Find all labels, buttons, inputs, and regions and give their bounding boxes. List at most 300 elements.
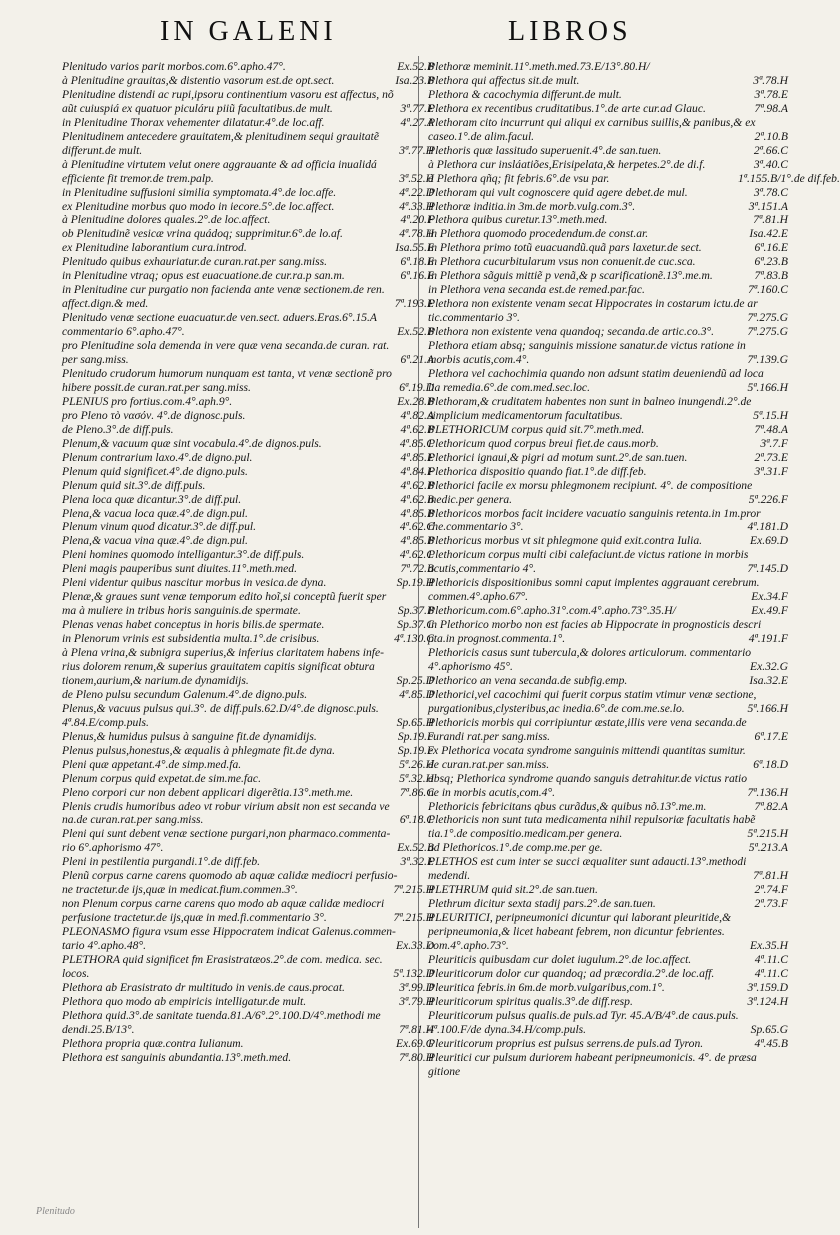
index-entry	[428, 311, 788, 325]
entry-text: Plenum vinum quod dicatur.3°.de diff.pul.	[62, 520, 256, 534]
index-entry	[428, 171, 840, 186]
entry-text: perfusione tractetur.de ijs,quæ in med.fi.commentario 3°.	[62, 911, 327, 925]
index-entry	[428, 674, 788, 688]
index-entry	[62, 479, 434, 493]
entry-text: in Plenitudine vtraq; opus est euacuatione.de cur.ra.p san.m.	[62, 269, 345, 283]
index-entry	[428, 841, 788, 855]
entry-reference: 4ª.22.D	[399, 185, 434, 199]
entry-reference: Ex.69.G	[396, 1036, 434, 1050]
index-entry	[62, 172, 434, 186]
entry-text: affect.dign.& med.	[62, 297, 149, 311]
index-entry	[62, 827, 434, 841]
entry-text: in Plenorum vrinis est subsidentia multa.1°.de crisibus.	[62, 632, 320, 646]
entry-text: in Plethorico morbo non est facies ab Hippocrate in prognosticis descri	[428, 618, 762, 632]
entry-text: Plenas venas habet conceptus in horis bilis.de spermate.	[62, 618, 325, 632]
entry-reference: Sp.25.D	[396, 673, 434, 687]
entry-reference: 4ª.20.F	[400, 213, 434, 227]
entry-text: de curan.rat.per san.miss.	[428, 757, 550, 771]
entry-reference: 7ª.160.C	[748, 283, 788, 297]
index-entry	[62, 269, 434, 283]
index-entry	[62, 967, 434, 981]
index-entry	[62, 562, 434, 576]
index-entry	[62, 227, 434, 241]
entry-reference: 3ª.99.D	[399, 980, 434, 994]
entry-reference: Ex.32.G	[750, 659, 788, 673]
entry-reference: 5ª.15.H	[753, 408, 788, 422]
entry-reference: Isa.32.E	[749, 673, 788, 687]
entry-reference: 4ª.11.C	[754, 966, 788, 980]
entry-reference: 5ª.32.H	[399, 771, 434, 785]
entry-text: de Pleno.3°.de diff.puls.	[62, 422, 174, 436]
index-entry	[62, 981, 434, 995]
entry-reference: 6ª.21.A	[400, 353, 434, 367]
index-entry	[428, 953, 788, 967]
entry-reference: 6ª.18.D	[753, 757, 788, 771]
entry-text: Pleuriticorum proprius est pulsus serrens.de puls.ad Tyron.	[428, 1036, 704, 1050]
index-entry	[62, 1023, 434, 1037]
index-entry	[428, 562, 788, 576]
index-entry	[62, 200, 434, 214]
entry-reference: 7ª.48.A	[754, 422, 788, 436]
entry-reference: 3ª.52.H	[399, 171, 434, 185]
index-entry	[428, 1037, 788, 1051]
index-entry	[62, 534, 434, 548]
entry-text: 4ª.84.E/comp.puls.	[62, 715, 149, 729]
index-entry	[62, 953, 434, 967]
entry-text: Plethoram qui vult cognoscere quid agere debet.de mul.	[428, 185, 688, 199]
entry-text: curandi rat.per sang.miss.	[428, 729, 551, 743]
entry-reference: 4ª.62.C	[399, 520, 434, 534]
entry-text: Plethora quid.3°.de sanitate tuenda.81.A/6°.2°.100.D/4°.methodi me	[62, 1008, 381, 1022]
index-entry	[62, 325, 434, 339]
entry-reference: 7ª.86.C	[399, 785, 434, 799]
entry-text: in Plenitudine cur purgatio non facienda ante venæ sectionem.de ren.	[62, 283, 385, 297]
index-entry	[62, 674, 434, 688]
entry-reference: Sp.19.F	[397, 743, 434, 757]
entry-text: Plenitudo crudorum humorum nunquam est tanta, vt venæ sectionẽ pro	[62, 366, 392, 380]
entry-text: purgationibus,clysteribus,ac inedia.6°.de com.me.se.lo.	[428, 701, 685, 715]
index-entry	[62, 130, 434, 144]
entry-reference: 7ª.82.A	[754, 799, 788, 813]
entry-text: Pleni homines quomodo intelligantur.3°.de diff.puls.	[62, 548, 305, 562]
index-entry	[428, 618, 788, 632]
entry-reference: 4ª.85.D	[399, 687, 434, 701]
entry-text: ob Plenitudinẽ vesicæ vrina quádoq; supprimitur.6°.de lo.af.	[62, 227, 343, 241]
index-entry	[62, 465, 434, 479]
entry-reference: 7ª.215.H	[393, 911, 434, 925]
entry-text: Plenus pulsus,honestus,& æqualis à phlegmate fit.de dyna.	[62, 743, 336, 757]
entry-reference: 3ª.77.H	[399, 143, 434, 157]
entry-text: Plenitudine distendi ac rupi,ipsoru continentium vasoru est affectus, nõ	[62, 87, 394, 101]
entry-reference: Isa.23.B	[395, 73, 434, 87]
entry-reference: 2ª.73.F	[754, 897, 788, 911]
entry-text: Plenus,& humidus pulsus à sanguine fit.de dynamidijs.	[62, 729, 317, 743]
index-entry	[62, 423, 434, 437]
entry-text: Plethoram,& cruditatem habentes non sunt in balneo inungendi.2°.de	[428, 394, 752, 408]
entry-text: Plenum contrarium laxo.4°.de digno.pul.	[62, 450, 253, 464]
index-entry	[428, 74, 788, 88]
index-entry	[62, 716, 434, 730]
index-entry	[428, 800, 788, 814]
entry-reference: 3ª.78.C	[753, 185, 788, 199]
entry-text: Pleuriticorum spiritus qualis.3°.de diff.resp.	[428, 994, 633, 1008]
entry-reference: Sp.19.H	[396, 576, 434, 590]
index-entry	[428, 437, 788, 451]
entry-text: Plethora & cacochymia differunt.de mult.	[428, 87, 622, 101]
entry-text: Plethoricis non sunt tuta medicamenta nihil repulsoriæ facultatis habẽ	[428, 813, 756, 827]
index-entry	[62, 1051, 434, 1065]
entry-text: Plenũ corpus carne carens quomodo ab aquæ calidæ mediocri perfusio-	[62, 869, 398, 883]
index-entry	[428, 395, 788, 409]
entry-reference: Sp.37.B	[397, 604, 434, 618]
entry-reference: 5ª.166.H	[747, 701, 788, 715]
entry-reference: 5ª.166.H	[747, 380, 788, 394]
entry-text: à Plethora cur insláatiões,Erisipelata,& herpetes.2°.de di.f.	[428, 157, 706, 171]
entry-reference: 4ª.85.E	[400, 450, 434, 464]
entry-reference: 4ª.181.D	[747, 520, 788, 534]
entry-text: Plethorici,vel cacochimi qui fuerit corpus statim vtimur venæ sectione,	[428, 687, 757, 701]
entry-reference: Ex.52.B	[397, 325, 434, 339]
entry-reference: Sp.65.G	[750, 1022, 788, 1036]
index-entry	[62, 995, 434, 1009]
entry-reference: 6ª.23.B	[754, 255, 788, 269]
entry-text: Pleni magis pauperibus sunt diuites.11°.meth.med.	[62, 562, 297, 576]
entry-text: efficiente fit tremor.de trem.palp.	[62, 171, 214, 185]
entry-reference: 3ª.159.D	[747, 980, 788, 994]
index-entry	[62, 74, 434, 88]
entry-text: ad Plethoricos.1°.de comp.me.per ge.	[428, 841, 603, 855]
entry-reference: 7ª.83.B	[754, 269, 788, 283]
entry-text: Plethoricis febricitans qbus curãdus,& quibus nõ.13°.me.m.	[428, 799, 707, 813]
index-entry	[428, 255, 788, 269]
entry-text: in Plethora cucurbitularum vsus non conuenit.de cuc.sca.	[428, 255, 696, 269]
entry-text: Plenis crudis humoribus adeo vt robur virium absit non est secanda ve	[62, 799, 390, 813]
entry-reference: Sp.37.C	[397, 618, 434, 632]
entry-reference: 6ª.16.E	[754, 241, 788, 255]
entry-text: à Plenitudine dolores quales.2°.de loc.affect.	[62, 213, 271, 227]
entry-reference: 3ª.151.A	[748, 199, 788, 213]
entry-text: in Plethora primo totũ euacuandũ.quã pars laxetur.de sect.	[428, 241, 702, 255]
entry-reference: 4ª.27.A	[400, 115, 434, 129]
entry-reference: 3ª.31.F	[754, 464, 788, 478]
index-entry	[62, 158, 434, 172]
entry-text: Plethora est sanguinis abundantia.13°.meth.med.	[62, 1050, 292, 1064]
entry-text: Pleuriticorum pulsus qualis.de puls.ad Tyr. 45.A/B/4°.de caus.puls.	[428, 1008, 739, 1022]
entry-text: Plethora non existente vena quandoq; secanda.de artic.co.3°.	[428, 325, 715, 339]
entry-text: à Plenitudine virtutem velut onere aggrauante & ad officia inualidá	[62, 157, 377, 171]
entry-text: Plenitudo venæ sectione euacuatur.de ven.sect. aduers.Eras.6°.15.A	[62, 311, 378, 325]
index-column-left	[62, 60, 434, 1065]
entry-reference: 4ª.11.C	[754, 953, 788, 966]
entry-text: Plethora ab Erasistrato dr multitudo in venis.de caus.procat.	[62, 980, 345, 994]
entry-text: Plethora etiam absq; sanguinis missione sanatur.de victus ratione in	[428, 339, 746, 353]
entry-text: PLETHOS est cum inter se succi æqualiter sunt adaucti.13°.methodi	[428, 855, 747, 869]
entry-reference: 7ª.98.A	[754, 101, 788, 115]
entry-text: in Plenitudine suffusioni similia symptomata.4°.de loc.affe.	[62, 185, 337, 199]
index-entry	[428, 213, 788, 227]
index-entry	[62, 813, 434, 827]
entry-text: rius dolorem renum,& superius grauitatem capitis significat obtura	[62, 659, 375, 673]
entry-reference: 3ª.40.C	[753, 157, 788, 171]
entry-reference: 6ª.17.E	[754, 729, 788, 743]
entry-reference: Isa.55.E	[395, 241, 434, 255]
entry-text: commentario 6°.apho.47°.	[62, 325, 185, 339]
index-entry	[62, 604, 434, 618]
index-entry	[62, 869, 434, 883]
entry-text: Plenum quid significet.4°.de digno.puls.	[62, 464, 248, 478]
running-head-left: IN GALENI	[160, 16, 337, 47]
index-entry	[428, 116, 788, 130]
index-entry	[62, 186, 434, 200]
index-entry	[62, 451, 434, 465]
entry-text: Plethoris quæ lassitudo superuenit.4°.de san.tuen.	[428, 143, 662, 157]
index-entry	[428, 283, 788, 297]
entry-reference: 4ª.33.H	[399, 199, 434, 213]
entry-text: Plethoricos morbos facit incidere vacuatio sanguinis retenta.in 1m.pror	[428, 506, 761, 520]
entry-reference: Isa.42.E	[749, 227, 788, 241]
entry-text: 4°.aphorismo 45°.	[428, 659, 513, 673]
index-entry	[428, 744, 788, 758]
index-entry	[62, 1009, 434, 1023]
index-entry	[62, 618, 434, 632]
entry-reference: 5ª.215.H	[747, 827, 788, 841]
entry-text: rhe.commentario 3°.	[428, 520, 524, 534]
entry-text: in Plenitudine Thorax vehementer dilatatur.4°.de loc.aff.	[62, 115, 325, 129]
index-entry	[428, 827, 788, 841]
entry-text: locos.	[62, 966, 90, 980]
entry-text: PLETHORICUM corpus quid sit.7°.meth.med.	[428, 422, 645, 436]
entry-text: Plethoræ meminit.11°.meth.med.73.E/13°.80.H/	[428, 60, 650, 73]
index-entry	[428, 520, 788, 534]
faint-catchword: Plenitudo	[36, 1206, 75, 1217]
index-entry	[62, 548, 434, 562]
entry-reference: 5ª.26.H	[399, 757, 434, 771]
entry-text: medendi.	[428, 869, 471, 883]
entry-reference: 5ª.226.F	[748, 492, 788, 506]
index-entry	[428, 548, 788, 562]
index-entry	[428, 981, 788, 995]
index-entry	[428, 409, 788, 423]
index-entry	[428, 646, 788, 660]
entry-reference: 5ª.213.A	[748, 841, 788, 855]
entry-reference: 4ª.84.F	[400, 464, 434, 478]
index-entry	[62, 702, 434, 716]
entry-reference: 7ª.80.H	[399, 1050, 434, 1064]
entry-text: Plethorici facile ex morsu phlegmonem recipiunt. 4°. de compositione	[428, 478, 753, 492]
entry-reference: 6ª.18.C	[399, 813, 434, 827]
entry-text: pro Pleno τὸ νασόν. 4°.de dignosc.puls.	[62, 408, 246, 422]
entry-text: ma à muliere in tribus horis sanguinis.de spermate.	[62, 604, 301, 618]
entry-text: commen.4°.apho.67°.	[428, 590, 529, 604]
entry-text: tionem,aurium,& narium.de dynamidijs.	[62, 673, 249, 687]
entry-reference: Ex.33.D	[396, 939, 434, 953]
entry-text: Plethora propria quæ.contra Iulianum.	[62, 1036, 244, 1050]
index-entry	[62, 772, 434, 786]
index-entry	[428, 60, 788, 74]
entry-text: Plena,& vacua loca quæ.4°.de dign.pul.	[62, 506, 248, 520]
index-entry	[62, 144, 434, 158]
entry-text: Plenitudo quibus exhauriatur.de curan.rat.per sang.miss.	[62, 255, 328, 269]
entry-reference: 4ª.62.B	[400, 422, 434, 436]
index-entry	[62, 367, 434, 381]
index-entry	[62, 297, 434, 311]
entry-text: per sang.miss.	[62, 353, 129, 367]
index-entry	[428, 297, 788, 311]
index-entry	[428, 995, 788, 1009]
entry-text: rio 6°.aphorismo 47°.	[62, 841, 164, 855]
entry-reference: 4ª.191.F	[748, 632, 788, 646]
index-entry	[62, 590, 434, 604]
index-entry	[428, 200, 788, 214]
index-entry	[428, 869, 788, 883]
entry-text: in Plethora quomodo procedendum.de const.ar.	[428, 227, 649, 241]
index-entry	[428, 772, 788, 786]
entry-reference: 7ª.275.G	[747, 311, 788, 325]
entry-text: Pleuriticorum dolor cur quandoq; ad præcordia.2°.de loc.aff.	[428, 966, 715, 980]
index-entry	[428, 883, 788, 897]
entry-text: Plethoricum.com.6°.apho.31°.com.4°.apho.73°.35.H/	[428, 604, 676, 618]
index-entry	[428, 227, 788, 241]
entry-text: medic.per genera.	[428, 492, 513, 506]
index-entry	[428, 1023, 788, 1037]
entry-reference: 7ª.81.H	[399, 1022, 434, 1036]
entry-text: Pleuriticis quibusdam cur dolet iugulum.2°.de loc.affect.	[428, 953, 692, 966]
index-entry	[428, 88, 788, 102]
entry-reference: 4ª.85.B	[400, 506, 434, 520]
index-entry	[428, 381, 788, 395]
entry-reference: 2ª.10.B	[754, 129, 788, 143]
index-entry	[428, 130, 788, 144]
index-entry	[428, 534, 788, 548]
index-entry	[428, 660, 788, 674]
entry-text: Plenum,& vacuum quæ sint vocabula.4°.de dignos.puls.	[62, 436, 322, 450]
entry-text: caseo.1°.de alim.facul.	[428, 129, 535, 143]
entry-text: PLENIUS pro fortius.com.4°.aph.9°.	[62, 394, 233, 408]
entry-text: à Plenitudine grauitas,& distentio vasorum est.de opt.sect.	[62, 73, 335, 87]
index-entry	[62, 395, 434, 409]
entry-reference: 3ª.78.H	[753, 73, 788, 87]
index-entry	[62, 353, 434, 367]
entry-reference: 4ª.62.C	[399, 548, 434, 562]
entry-reference: 4ª.85.B	[400, 534, 434, 548]
entry-text: in Plethora sãguis mittiẽ p venã,& p scarificationẽ.13°.me.m.	[428, 269, 713, 283]
entry-text: gitione	[428, 1064, 461, 1078]
index-entry	[428, 911, 788, 925]
entry-text: Plena loca quæ dicantur.3°.de diff.pul.	[62, 492, 242, 506]
running-head-right: LIBROS	[508, 16, 632, 47]
index-entry	[428, 367, 788, 381]
index-entry	[62, 102, 434, 116]
index-entry	[62, 939, 434, 953]
index-entry	[428, 855, 788, 869]
entry-text: Plethoricis dispositionibus somni caput implentes aggrauant cerebrum.	[428, 576, 760, 590]
index-entry	[428, 186, 788, 200]
index-entry	[62, 283, 434, 297]
index-entry	[62, 911, 434, 925]
entry-reference: Ex.52.B	[397, 841, 434, 855]
index-entry	[62, 730, 434, 744]
entry-reference: 7ª.81.H	[753, 213, 788, 227]
entry-reference: 6ª.18.E	[400, 255, 434, 269]
entry-text: Plenitudinem antecedere grauitatem,& plenitudinem sequi grauitatẽ	[62, 129, 380, 143]
index-entry	[62, 576, 434, 590]
index-entry	[62, 241, 434, 255]
entry-reference: 7ª.72.B	[400, 562, 434, 576]
entry-reference: 4ª.62.B	[400, 478, 434, 492]
index-entry	[428, 688, 788, 702]
entry-reference: 3ª.124.H	[747, 994, 788, 1008]
entry-reference: 3ª.7.F	[760, 436, 788, 450]
entry-text: Plethora non existente venam secat Hippocrates in costarum ictu.de ar	[428, 297, 758, 311]
entry-reference: 7ª.139.G	[747, 353, 788, 367]
index-entry	[62, 688, 434, 702]
index-entry	[428, 1051, 788, 1065]
entry-text: PLETHRUM quid sit.2°.de san.tuen.	[428, 883, 598, 897]
entry-text: tic.commentario 3°.	[428, 311, 520, 325]
index-entry	[62, 493, 434, 507]
index-entry	[428, 604, 788, 618]
index-entry	[428, 897, 788, 911]
entry-text: Plethora quibus curetur.13°.meth.med.	[428, 213, 608, 227]
entry-text: Plethoricum quod corpus breui fiet.de caus.morb.	[428, 436, 659, 450]
entry-text: Plethora quo modo ab empiricis intelligatur.de mult.	[62, 994, 307, 1008]
index-entry	[62, 311, 434, 325]
entry-text: Plethoræ inditia.in 3m.de morb.vulg.com.3°.	[428, 199, 636, 213]
entry-text: Plenum quid sit.3°.de diff.puls.	[62, 478, 206, 492]
entry-reference: 7ª.275.G	[747, 325, 788, 339]
index-entry	[428, 967, 788, 981]
index-entry	[62, 339, 434, 353]
index-entry	[62, 841, 434, 855]
entry-text: peripneumonia,& licet habeant febrem, non dicuntur febrientes.	[428, 925, 725, 939]
entry-text: aũt cuiuspiá ex quatuor piculáru piiũ facultatibus.de mult.	[62, 101, 333, 115]
entry-reference: Sp.19.F	[397, 729, 434, 743]
entry-reference: 3ª.79.H	[399, 994, 434, 1008]
index-entry	[62, 758, 434, 772]
index-entry	[428, 590, 788, 604]
entry-text: Plenum corpus quid expetat.de sim.me.fac.	[62, 771, 261, 785]
entry-text: Plena,& vacua vina quæ.4°.de dign.pul.	[62, 534, 248, 548]
index-entry	[62, 786, 434, 800]
entry-reference: 4ª.45.B	[754, 1036, 788, 1050]
entry-text: Plethora vel cachochimia quando non adsunt statim deueniendũ ad loca	[428, 366, 764, 380]
entry-text: 4ª.100.F/de dyna.34.H/comp.puls.	[428, 1022, 587, 1036]
index-column-right	[428, 60, 840, 1079]
entry-text: ex Plethorica vocata syndrome sanguinis mittendi quantitas sumitur.	[428, 743, 746, 757]
index-entry	[62, 88, 434, 102]
index-entry	[62, 520, 434, 534]
index-entry	[428, 730, 788, 744]
index-entry	[62, 632, 434, 646]
entry-text: à Plethora qñq; fit febris.6°.de vsu par.	[428, 171, 610, 185]
entry-reference: 7ª.215.H	[393, 883, 434, 897]
index-entry	[62, 255, 434, 269]
entry-reference: Ex.49.F	[751, 604, 788, 618]
entry-text: in Plethora vena secanda est.de remed.par.fac.	[428, 283, 645, 297]
entry-text: à Plena vrina,& subnigra superius,& inferius claritatem habens infe-	[62, 646, 385, 660]
index-entry	[428, 353, 788, 367]
entry-text: Plethoricis casus sunt tubercula,& dolores articulorum. commentario	[428, 646, 752, 660]
entry-text: ne in morbis acutis,com.4°.	[428, 785, 556, 799]
index-entry	[428, 423, 788, 437]
index-entry	[62, 744, 434, 758]
index-entry	[428, 716, 788, 730]
entry-text: non Plenum corpus carne carens quo modo ab aquæ calidæ mediocri	[62, 897, 385, 911]
entry-reference: 7ª.136.H	[747, 785, 788, 799]
index-entry	[62, 409, 434, 423]
entry-reference: 5ª.132.D	[393, 966, 434, 980]
entry-reference: Ex.34.F	[751, 590, 788, 604]
